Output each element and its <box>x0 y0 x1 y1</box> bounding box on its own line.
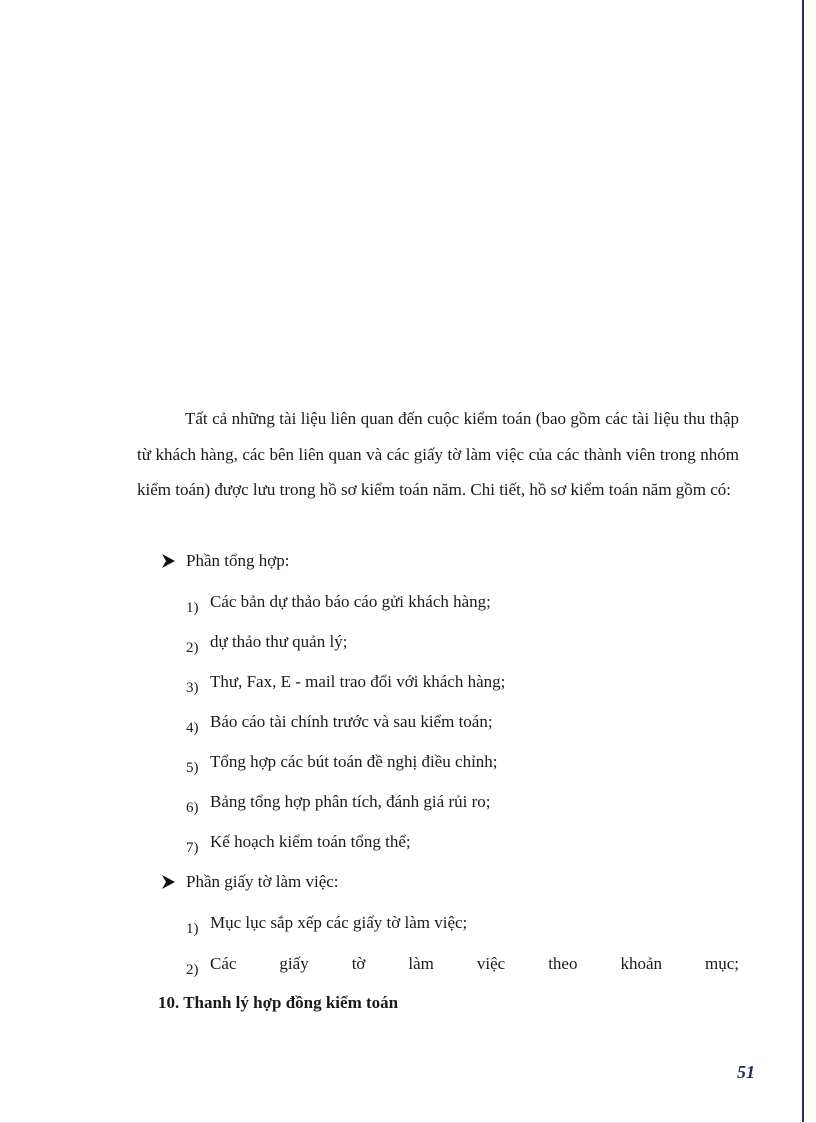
list-item <box>186 750 498 775</box>
word: việc <box>476 954 506 973</box>
list-item-text: Mục lục sắp xếp các giấy tờ làm việc; <box>210 913 468 932</box>
list-item-text: Kế hoạch kiểm toán tổng thể; <box>210 832 411 851</box>
list-number: 6) <box>186 800 199 816</box>
word: khoản <box>620 954 662 973</box>
word: theo <box>548 954 578 973</box>
list-item-text: Báo cáo tài chính trước và sau kiểm toán; <box>210 712 493 731</box>
list-number: 1) <box>186 921 199 937</box>
arrow-bullet-icon <box>160 553 176 569</box>
list-item-text <box>210 952 739 976</box>
list-item <box>186 911 467 936</box>
list-item <box>186 630 347 655</box>
intro-paragraph: Tất cả những tài liệu liên quan đến cuộc kiểm toán (bao gồm các tài liệu thu thập từ khách hàng, các bên liên quan và các giấy tờ làm việc của các thành viên trong nhóm kiểm toán) được lưu trong hồ sơ kiểm toán năm. Chi tiết, hồ sơ kiểm toán năm gồm có: <box>137 409 739 499</box>
list-item-text: Tổng hợp các bút toán đề nghị điều chỉnh; <box>210 752 498 771</box>
list-item-text: Thư, Fax, E - mail trao đổi với khách hàng; <box>210 672 506 691</box>
section-heading-10: 10. Thanh lý hợp đồng kiểm toán <box>158 993 399 1012</box>
section-title: Phần tổng hợp: <box>186 551 290 570</box>
section-heading-working-papers <box>160 870 339 894</box>
list-number: 7) <box>186 840 199 856</box>
word: làm <box>408 954 434 973</box>
list-number: 3) <box>186 680 199 696</box>
list-item <box>186 670 505 695</box>
list-item <box>186 590 491 615</box>
arrow-bullet-icon <box>160 874 176 890</box>
list-number: 5) <box>186 760 199 776</box>
list-item-text: dự thảo thư quản lý; <box>210 632 348 651</box>
list-item <box>186 830 411 855</box>
word: giấy <box>279 954 309 973</box>
section-title: Phần giấy tờ làm việc: <box>186 872 339 891</box>
word: mục; <box>704 954 739 973</box>
list-item-text: Các bản dự thảo báo cáo gửi khách hàng; <box>210 592 491 611</box>
word: Các <box>210 954 237 973</box>
list-item-text: Bảng tổng hợp phân tích, đánh giá rủi ro; <box>210 792 491 811</box>
list-item <box>186 790 490 815</box>
word: tờ <box>351 954 366 973</box>
list-item <box>186 952 739 977</box>
page-number: 51 <box>737 1062 755 1082</box>
list-number: 1) <box>186 600 199 616</box>
section-heading-summary <box>160 549 289 573</box>
page-right-border <box>802 0 804 1123</box>
list-number: 4) <box>186 720 199 736</box>
list-item <box>186 710 493 735</box>
list-number: 2) <box>186 640 199 656</box>
list-number: 2) <box>186 962 199 978</box>
